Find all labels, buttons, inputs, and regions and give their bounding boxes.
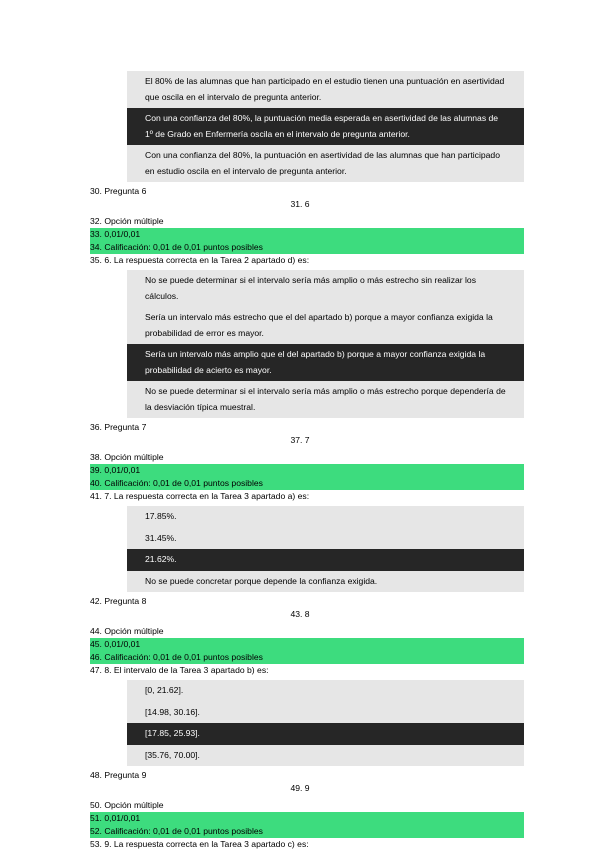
score-line: 51. 0,01/0,01 — [90, 812, 524, 825]
question-number-heading: 49. 9 — [290, 783, 310, 793]
answer-option[interactable] — [127, 702, 524, 724]
answer-option-text: No se puede determinar si el intervalo sería más amplio o más estrecho sin realizar los — [145, 275, 477, 285]
numbered-line: 38. Opción múltiple — [90, 452, 164, 462]
answer-option-text: [35.76, 70.00]. — [145, 749, 200, 760]
numbered-line: 48. Pregunta 9 — [90, 770, 147, 780]
answer-option[interactable] — [127, 71, 524, 108]
answer-option-text: [14.98, 30.16]. — [145, 706, 200, 717]
numbered-line: 42. Pregunta 8 — [90, 596, 147, 606]
grade-box — [0, 464, 600, 490]
numbered-line: 32. Opción múltiple — [90, 216, 164, 226]
answer-option[interactable] — [127, 506, 524, 528]
answer-option[interactable] — [127, 571, 524, 593]
answer-option-text: probabilidad de acierto es mayor. — [145, 364, 272, 375]
answer-option-text: [0, 21.62]. — [145, 685, 184, 695]
answer-option-text: Sería un intervalo más estrecho que el del apartado b) porque a mayor confianza exigida la — [145, 312, 493, 322]
answer-option[interactable] — [127, 145, 524, 182]
answer-option-text: [17.85, 25.93]. — [145, 728, 200, 738]
grade-line: 52. Calificación: 0,01 de 0,01 puntos posibles — [90, 825, 524, 838]
grade-line: 34. Calificación: 0,01 de 0,01 puntos posibles — [90, 241, 524, 254]
answer-option-text: en estudio oscila en el intervalo de pregunta anterior. — [145, 165, 347, 176]
score-line: 39. 0,01/0,01 — [90, 464, 524, 477]
grade-box — [0, 638, 600, 664]
answer-option-text: 21.62%. — [145, 554, 177, 564]
answer-option-text: 1º de Grado en Enfermería oscila en el intervalo de pregunta anterior. — [145, 128, 410, 139]
answer-option[interactable] — [127, 745, 524, 767]
question-number-heading: 37. 7 — [290, 435, 310, 445]
answer-option[interactable] — [127, 680, 524, 702]
numbered-line: 35. 6. La respuesta correcta en la Tarea 2 apartado d) es: — [90, 255, 310, 265]
numbered-line: 44. Opción múltiple — [90, 626, 164, 636]
answer-option[interactable] — [127, 381, 524, 418]
answer-option-text: probabilidad de error es mayor. — [145, 327, 264, 338]
numbered-line: 50. Opción múltiple — [90, 800, 164, 810]
answer-option-selected[interactable] — [127, 549, 524, 571]
numbered-line: 30. Pregunta 6 — [90, 186, 147, 196]
grade-box — [0, 812, 600, 838]
answer-option[interactable] — [127, 270, 524, 307]
answer-option-selected[interactable] — [127, 344, 524, 381]
answer-option-text: Sería un intervalo más amplio que el del apartado b) porque a mayor confianza exigida la — [145, 349, 486, 359]
answer-option-selected[interactable] — [127, 108, 524, 145]
answer-option-text: 31.45%. — [145, 532, 177, 543]
answer-option-text: que oscila en el intervalo de pregunta anterior. — [145, 91, 322, 102]
answer-option[interactable] — [127, 528, 524, 550]
answer-option-text: Con una confianza del 80%, la puntuación en asertividad de las alumnas que han participado — [145, 150, 500, 160]
score-line: 33. 0,01/0,01 — [90, 228, 524, 241]
answer-option-text: No se puede concretar porque depende la confianza exigida. — [145, 575, 378, 586]
answer-option-selected[interactable] — [127, 723, 524, 745]
grade-line: 40. Calificación: 0,01 de 0,01 puntos posibles — [90, 477, 524, 490]
score-line: 45. 0,01/0,01 — [90, 638, 524, 651]
document-page — [0, 68, 600, 851]
numbered-line: 36. Pregunta 7 — [90, 422, 147, 432]
question-number-heading: 31. 6 — [290, 199, 310, 209]
grade-line: 46. Calificación: 0,01 de 0,01 puntos posibles — [90, 651, 524, 664]
numbered-line: 47. 8. El intervalo de la Tarea 3 apartado b) es: — [90, 665, 269, 675]
answer-option-text: El 80% de las alumnas que han participado en el estudio tienen una puntuación en asertividad — [145, 76, 505, 86]
grade-box — [0, 228, 600, 254]
answer-option-text: 17.85%. — [145, 511, 177, 521]
question-number-heading: 43. 8 — [290, 609, 310, 619]
answer-option-text: Con una confianza del 80%, la puntuación media esperada en asertividad de las alumnas de — [145, 113, 499, 123]
answer-option-text: la desviación típica muestral. — [145, 401, 256, 412]
answer-option[interactable] — [127, 307, 524, 344]
numbered-line: 53. 9. La respuesta correcta en la Tarea 3 apartado c) es: — [90, 839, 309, 849]
answer-option-text: No se puede determinar si el intervalo sería más amplio o más estrecho porque dependería de — [145, 386, 506, 396]
numbered-line: 41. 7. La respuesta correcta en la Tarea 3 apartado a) es: — [90, 491, 310, 501]
answer-option-text: cálculos. — [145, 290, 179, 301]
